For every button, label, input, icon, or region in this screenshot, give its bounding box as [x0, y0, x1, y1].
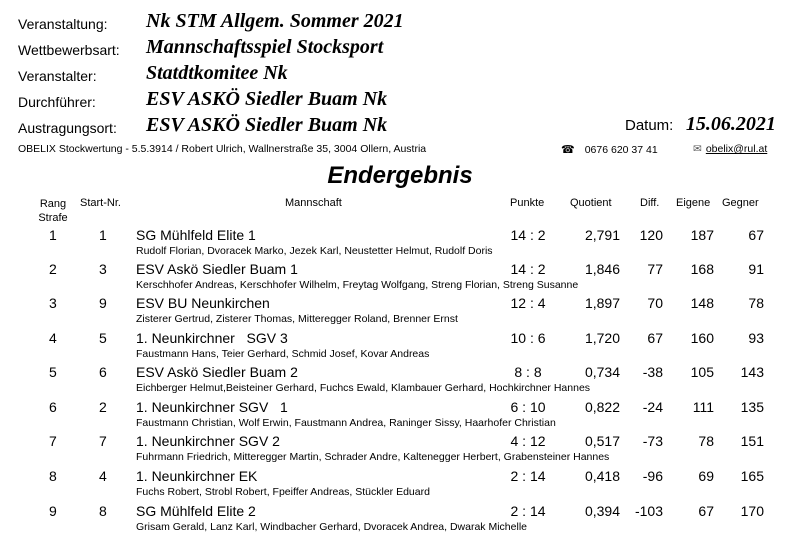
diff-value: 67: [647, 330, 663, 346]
col-header-strafe-label: Strafe: [38, 212, 68, 224]
quotient-value: 1,897: [584, 295, 620, 311]
datum: [625, 113, 776, 136]
punkte-value: 14 : 2: [510, 261, 546, 277]
player-list: Zisterer Gertrud, Zisterer Thomas, Mitteregger Roland, Brenner Ernst: [136, 313, 458, 325]
eigene-value: 69: [698, 468, 714, 484]
start-number: 5: [99, 330, 107, 346]
eigene-value: 148: [690, 295, 714, 311]
rang-value: 8: [49, 468, 57, 484]
table-row: [0, 227, 800, 261]
phone-number: 0676 620 37 41: [584, 144, 658, 156]
rang-value: 5: [49, 364, 57, 380]
eigene-value: 111: [692, 399, 714, 415]
table-row: [0, 468, 800, 502]
email-link[interactable]: obelix@rul.at: [705, 143, 768, 155]
diff-value: -96: [642, 468, 663, 484]
player-list: Rudolf Florian, Dvoracek Marko, Jezek Karl, Neustetter Helmut, Rudolf Doris: [136, 245, 493, 257]
start-number: 8: [99, 503, 107, 519]
datum-label: Datum:: [625, 117, 674, 134]
player-list: Eichberger Helmut,Beisteiner Gerhard, Fuchcs Ewald, Klambauer Gerhard, Hochkirchner Hannes: [136, 382, 591, 394]
gegner-value: 170: [740, 503, 764, 519]
punkte-value: 2 : 14: [510, 468, 546, 484]
table-row: [0, 364, 800, 398]
team-name: 1. Neunkirchner SGV 2: [136, 433, 280, 449]
rang-value: 1: [49, 227, 57, 243]
field-label: Durchführer:: [18, 94, 96, 110]
punkte-value: 10 : 6: [510, 330, 546, 346]
punkte-value: 14 : 2: [510, 227, 546, 243]
col-header-gegner: Gegner: [722, 197, 759, 209]
punkte-value: 12 : 4: [510, 295, 546, 311]
eigene-value: 187: [690, 227, 714, 243]
punkte-value: 8 : 8: [514, 364, 542, 380]
team-name: 1. Neunkirchner SGV 1: [136, 399, 288, 415]
player-list: Kerschhofer Andreas, Kerschhofer Wilhelm, Freytag Wolfgang, Streng Florian, Streng Susanne: [136, 279, 579, 291]
table-row: [0, 503, 800, 537]
col-header-eigene: Eigene: [676, 197, 711, 209]
table-row: [0, 295, 800, 329]
diff-value: -24: [642, 399, 663, 415]
table-row: [0, 433, 800, 467]
field-value: ESV ASKÖ Siedler Buam Nk: [146, 88, 388, 110]
player-list: Grisam Gerald, Lanz Karl, Windbacher Gerhard, Dvoracek Andrea, Dwarak Michelle: [136, 521, 527, 533]
punkte-value: 6 : 10: [510, 399, 546, 415]
start-number: 4: [99, 468, 107, 484]
rang-value: 7: [49, 433, 57, 449]
col-header-rang: [36, 197, 70, 225]
quotient-value: 0,517: [584, 433, 620, 449]
quotient-value: 0,418: [584, 468, 620, 484]
datum-value: 15.06.2021: [685, 113, 776, 135]
gegner-value: 93: [748, 330, 764, 346]
diff-value: 120: [639, 227, 663, 243]
field-label: Wettbewerbsart:: [18, 42, 120, 58]
gegner-value: 67: [748, 227, 764, 243]
diff-value: 77: [647, 261, 663, 277]
col-header-start: Start-Nr.: [80, 197, 121, 209]
punkte-value: 2 : 14: [510, 503, 546, 519]
envelope-icon: ✉: [693, 143, 702, 155]
gegner-value: 78: [748, 295, 764, 311]
phone-icon: ☎: [561, 144, 575, 156]
start-number: 9: [99, 295, 107, 311]
diff-value: 70: [647, 295, 663, 311]
col-header-diff: Diff.: [640, 197, 660, 209]
team-name: ESV BU Neunkirchen: [136, 295, 270, 311]
start-number: 7: [99, 433, 107, 449]
quotient-value: 1,720: [584, 330, 620, 346]
quotient-value: 1,846: [584, 261, 620, 277]
team-name: 1. Neunkirchner EK: [136, 468, 258, 484]
team-name: ESV Askö Siedler Buam 2: [136, 364, 298, 380]
start-number: 6: [99, 364, 107, 380]
start-number: 1: [99, 227, 107, 243]
col-header-mannschaft: Mannschaft: [285, 197, 342, 209]
field-value: Mannschaftsspiel Stocksport: [146, 36, 384, 58]
diff-value: -38: [642, 364, 663, 380]
phone-info: [561, 143, 658, 156]
field-label: Austragungsort:: [18, 120, 117, 136]
gegner-value: 151: [740, 433, 764, 449]
eigene-value: 105: [690, 364, 714, 380]
player-list: Faustmann Hans, Teier Gerhard, Schmid Josef, Kovar Andreas: [136, 348, 430, 360]
start-number: 3: [99, 261, 107, 277]
field-label: Veranstaltung:: [18, 16, 108, 32]
quotient-value: 0,394: [584, 503, 620, 519]
team-name: SG Mühlfeld Elite 2: [136, 503, 256, 519]
col-header-rang-label: Rang: [39, 198, 67, 210]
field-label: Veranstalter:: [18, 68, 97, 84]
team-name: SG Mühlfeld Elite 1: [136, 227, 256, 243]
gegner-value: 135: [740, 399, 764, 415]
email-info: [693, 143, 767, 155]
eigene-value: 160: [690, 330, 714, 346]
player-list: Fuchs Robert, Strobl Robert, Fpeiffer Andreas, Stückler Eduard: [136, 486, 430, 498]
quotient-value: 0,734: [584, 364, 620, 380]
col-header-punkte: Punkte: [510, 197, 545, 209]
rang-value: 2: [49, 261, 57, 277]
gegner-value: 143: [740, 364, 764, 380]
rang-value: 4: [49, 330, 57, 346]
eigene-value: 78: [698, 433, 714, 449]
team-name: ESV Askö Siedler Buam 1: [136, 261, 298, 277]
player-list: Faustmann Christian, Wolf Erwin, Faustmann Andrea, Raninger Sissy, Haarhofer Christian: [136, 417, 556, 429]
quotient-value: 0,822: [584, 399, 620, 415]
page-title: Endergebnis: [327, 162, 473, 189]
field-value: Nk STM Allgem. Sommer 2021: [146, 10, 404, 32]
table-row: [0, 261, 800, 295]
gegner-value: 165: [740, 468, 764, 484]
diff-value: -103: [634, 503, 663, 519]
software-info: OBELIX Stockwertung - 5.5.3914 / Robert Ulrich, Wallnerstraße 35, 3004 Ollern, Austria: [18, 143, 427, 155]
rang-value: 9: [49, 503, 57, 519]
field-value: ESV ASKÖ Siedler Buam Nk: [146, 114, 388, 136]
punkte-value: 4 : 12: [510, 433, 546, 449]
diff-value: -73: [642, 433, 663, 449]
col-header-quotient: Quotient: [570, 197, 612, 209]
eigene-value: 168: [690, 261, 714, 277]
field-value: Statdtkomitee Nk: [146, 62, 288, 84]
rang-value: 3: [49, 295, 57, 311]
eigene-value: 67: [698, 503, 714, 519]
quotient-value: 2,791: [584, 227, 620, 243]
rang-value: 6: [49, 399, 57, 415]
gegner-value: 91: [748, 261, 764, 277]
player-list: Fuhrmann Friedrich, Mitteregger Martin, Schrader Andre, Kaltenegger Herbert, Grabensteiner Hannes: [136, 451, 610, 463]
table-row: [0, 399, 800, 433]
team-name: 1. Neunkirchner SGV 3: [136, 330, 288, 346]
table-row: [0, 330, 800, 364]
start-number: 2: [99, 399, 107, 415]
